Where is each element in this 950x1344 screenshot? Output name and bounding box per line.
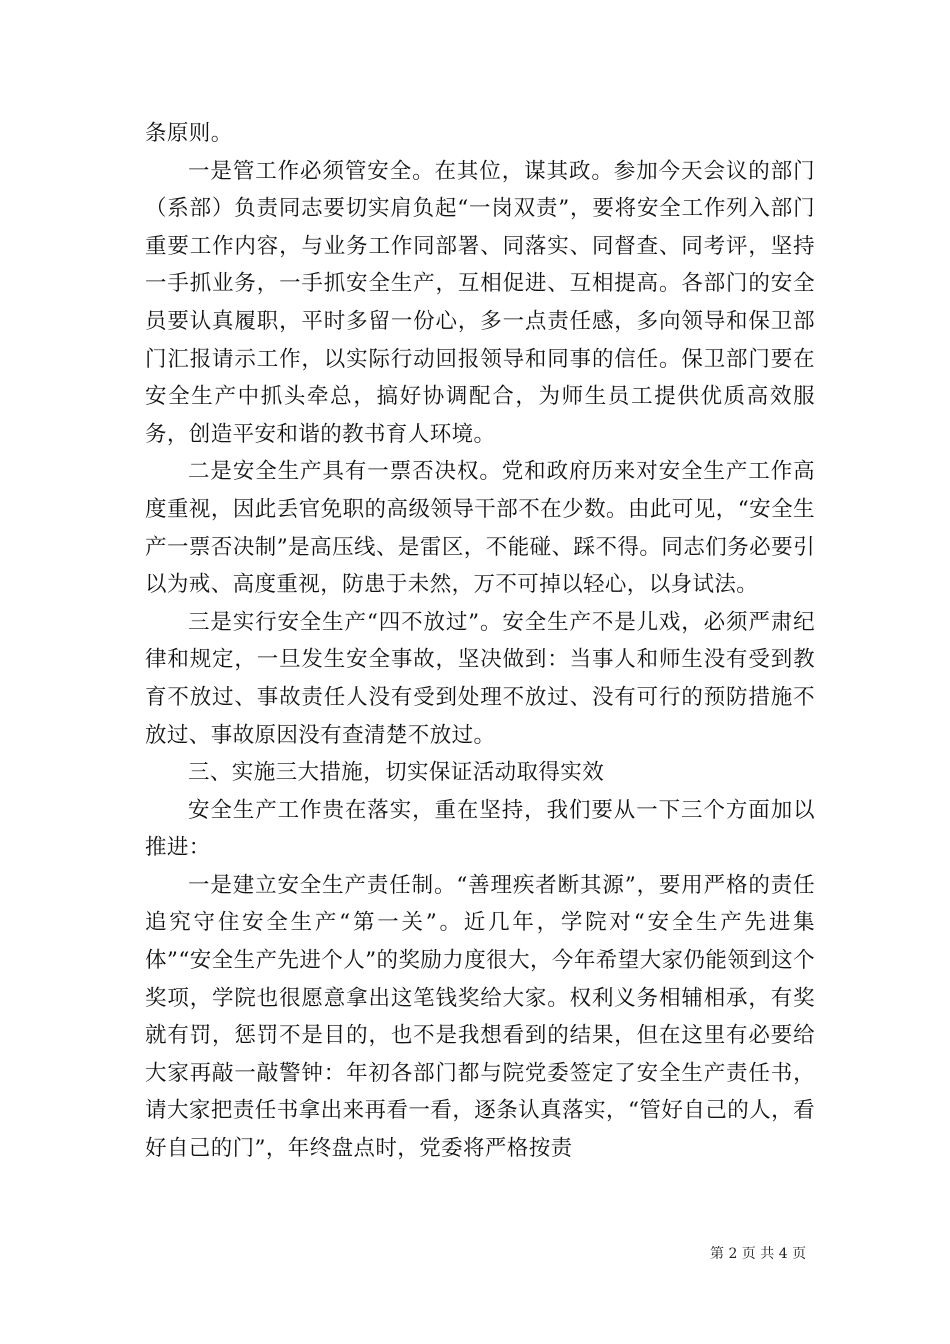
paragraph-work-and-safety: 一是管工作必须管安全。在其位，谋其政。参加今天会议的部门（系部）负责同志要切实肩负起“一岗双责”，要将安全工作列入部门重要工作内容，与业务工作同部署、同落实、同督查、同考评，坚持一手抓业务，一手抓安全生产，互相促进、互相提高。各部门的安全员要认真履职，平时多留一份心，多一点责任感，多向领导和保卫部门汇报请示工作，以实际行动回报领导和同事的信任。保卫部门要在安全生产中抓头牵总，搞好协调配合，为师生员工提供优质高效服务，创造平安和谐的教书育人环境。 <box>145 158 815 447</box>
document-body <box>145 115 815 1168</box>
section-heading-three-measures: 三、实施三大措施，切实保证活动取得实效 <box>188 760 605 786</box>
page-number: 第 2 页 共 4 页 <box>710 1246 807 1262</box>
paragraph-four-not-spare: 三是实行安全生产“四不放过”。安全生产不是儿戏，必须严肃纪律和规定，一旦发生安全事故，坚决做到：当事人和师生没有受到教育不放过、事故责任人没有受到处理不放过、没有可行的预防措施不放过、事故原因没有查清楚不放过。 <box>145 609 815 748</box>
paragraph-veto-power: 二是安全生产具有一票否决权。党和政府历来对安全生产工作高度重视，因此丢官免职的高级领导干部不在少数。由此可见，“安全生产一票否决制”是高压线、是雷区，不能碰、踩不得。同志们务必要引以为戒、高度重视，防患于未然，万不可掉以轻心，以身试法。 <box>145 459 815 598</box>
paragraph-implementation: 安全生产工作贵在落实，重在坚持，我们要从一下三个方面加以推进： <box>145 797 815 861</box>
paragraph-intro-tail: 条原则。 <box>145 121 233 146</box>
paragraph-responsibility-system: 一是建立安全生产责任制。“善理疾者断其源”，要用严格的责任追究守住安全生产“第一关”。近几年，学院对“安全生产先进集体”“安全生产先进个人”的奖励力度很大，今年希望大家仍能领到这个奖项，学院也很愿意拿出这笔钱奖给大家。权利义务相辅相承，有奖就有罚，惩罚不是目的，也不是我想看到的结果，但在这里有必要给大家再敲一敲警钟：年初各部门都与院党委签定了安全生产责任书，请大家把责任书拿出来再看一看，逐条认真落实，“管好自己的人，看好自己的门”，年终盘点时，党委将严格按责 <box>145 872 815 1162</box>
